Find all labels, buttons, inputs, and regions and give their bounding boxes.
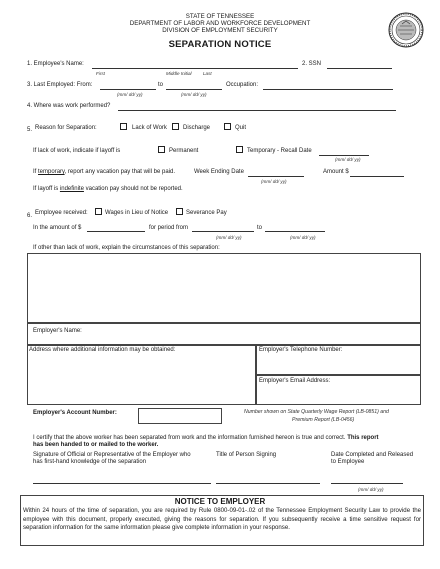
recall-date-field[interactable] [319, 155, 369, 156]
account-number-field[interactable] [138, 408, 222, 424]
layoff-type-label: If lack of work, indicate if layoff is [33, 148, 121, 154]
certification-bold-1: This report [347, 435, 379, 441]
certification-text [33, 435, 379, 441]
employee-name-label: 1. Employee's Name: [27, 61, 84, 67]
explain-label: If other than lack of work, explain the circumstances of this separation: [33, 245, 220, 251]
to-date-hint: (mm/ dd/ yy) [181, 92, 207, 97]
first-name-hint: First [96, 71, 105, 76]
signature-label-line1: Signature of Official or Representative of the Employer who [33, 452, 191, 458]
ssn-field[interactable] [327, 68, 392, 69]
from-date-hint: (mm/ dd/ yy) [117, 92, 143, 97]
employer-address-label: Address where additional information may be obtained: [29, 347, 176, 353]
received-amount-label: In the amount of $ [33, 225, 82, 231]
period-to-field[interactable] [265, 231, 325, 232]
employer-email-label: Employer's Email Address: [259, 378, 331, 384]
header-division: DIVISION OF EMPLOYMENT SECURITY [162, 27, 278, 34]
employer-name-label: Employer's Name: [33, 328, 82, 334]
vacation-pay-note [33, 169, 175, 175]
period-from-field[interactable] [192, 231, 254, 232]
permanent-checkbox[interactable] [158, 146, 165, 153]
period-from-hint: (mm/ dd/ yy) [216, 235, 242, 240]
permanent-label: Permanent [169, 148, 199, 154]
date-completed-field[interactable] [331, 483, 403, 484]
account-note-line2: Premium Report (LB-0456) [292, 417, 355, 423]
last-employed-label: 3. Last Employed: From: [27, 82, 93, 88]
temporary-label: Temporary - Recall Date [247, 148, 312, 154]
certification-bold-2: has been handed to or mailed to the worker. [33, 442, 159, 448]
state-seal-icon [388, 12, 424, 48]
period-to-hint: (mm/ dd/ yy) [290, 235, 316, 240]
vacation-pay-temporary: temporary [38, 169, 65, 175]
employer-address-box[interactable] [27, 345, 256, 405]
employed-to-field[interactable] [166, 89, 222, 90]
wages-in-lieu-label: Wages in Lieu of Notice [105, 210, 169, 216]
date-completed-hint: (mm/ dd/ yy) [358, 487, 384, 492]
date-completed-label-1: Date Completed and Released [331, 452, 414, 458]
occupation-label: Occupation: [226, 82, 259, 88]
severance-pay-checkbox[interactable] [176, 208, 183, 215]
account-number-label: Employer's Account Number: [33, 410, 117, 416]
severance-pay-label: Severance Pay [186, 210, 227, 216]
section-6-number: 6. [27, 213, 33, 219]
notice-body: Within 24 hours of the time of separation, you are required by Rule 0800-09-01-.02 of the Tennessee Employment Security Law to provide the employee with this document, properly executed, giving the reasons for separation. If you subsequently receive a time sensitive request for separation information for the same information please give complete information in your response. [23, 507, 421, 532]
quit-checkbox[interactable] [224, 123, 231, 130]
employee-received-label: Employee received: [35, 210, 88, 216]
recall-date-hint: (mm/ dd/ yy) [335, 157, 361, 162]
title-signing-label: Title of Person Signing [216, 452, 277, 458]
week-ending-label: Week Ending Date [194, 169, 244, 175]
employer-phone-label: Employer's Telephone Number: [259, 347, 343, 353]
title-signing-field[interactable] [216, 483, 320, 484]
account-note-line1: Number shown on State Quarterly Wage Report (LB-0851) and [244, 409, 389, 415]
vacation-pay-suffix: , report any vacation pay that will be paid. [64, 169, 175, 175]
received-amount-field[interactable] [87, 231, 145, 232]
work-location-field[interactable] [118, 110, 396, 111]
vacation-amount-label: Amount $ [323, 169, 349, 175]
reason-label: Reason for Separation: [35, 125, 97, 131]
header-department: DEPARTMENT OF LABOR AND WORKFORCE DEVELOPMENT [129, 20, 311, 27]
signature-label-line2: has first-hand knowledge of the separation [33, 459, 147, 465]
lack-of-work-label: Lack of Work [132, 125, 167, 131]
employer-name-box[interactable] [27, 323, 421, 345]
section-5-number: 5. [27, 127, 33, 133]
week-ending-field[interactable] [248, 176, 304, 177]
indefinite-note [33, 186, 183, 192]
vacation-pay-prefix: If [33, 169, 37, 175]
indefinite-suffix: vacation pay should not be reported. [85, 186, 183, 192]
discharge-label: Discharge [183, 125, 211, 131]
employed-to-label: to [158, 82, 164, 88]
lack-of-work-checkbox[interactable] [120, 123, 127, 130]
period-to-label: to [257, 225, 263, 231]
indefinite-word: indefinite [59, 186, 84, 192]
temporary-checkbox[interactable] [236, 146, 243, 153]
ssn-label: 2. SSN [302, 61, 322, 67]
signature-field[interactable] [33, 483, 211, 484]
last-name-hint: Last [203, 71, 212, 76]
indefinite-prefix: If layoff is [33, 186, 59, 192]
discharge-checkbox[interactable] [172, 123, 179, 130]
page-title: SEPARATION NOTICE [168, 39, 272, 50]
notice-heading: NOTICE TO EMPLOYER [174, 497, 266, 506]
middle-initial-hint: Middle Initial [166, 71, 192, 76]
period-from-label: for period from [149, 225, 189, 231]
explanation-textarea[interactable] [27, 253, 421, 323]
week-ending-hint: (mm/ dd/ yy) [261, 179, 287, 184]
employee-name-field[interactable] [92, 68, 298, 69]
wages-in-lieu-checkbox[interactable] [95, 208, 102, 215]
vacation-amount-field[interactable] [350, 176, 404, 177]
date-completed-label-2: to Employee [331, 459, 365, 465]
employed-from-field[interactable] [100, 89, 156, 90]
work-location-label: 4. Where was work performed? [27, 103, 111, 109]
certification-statement: I certify that the above worker has been separated from work and the information furnished hereon is true and correct. [33, 435, 346, 441]
occupation-field[interactable] [263, 89, 393, 90]
header-state: STATE OF TENNESSEE [185, 13, 255, 20]
quit-label: Quit [235, 125, 247, 131]
